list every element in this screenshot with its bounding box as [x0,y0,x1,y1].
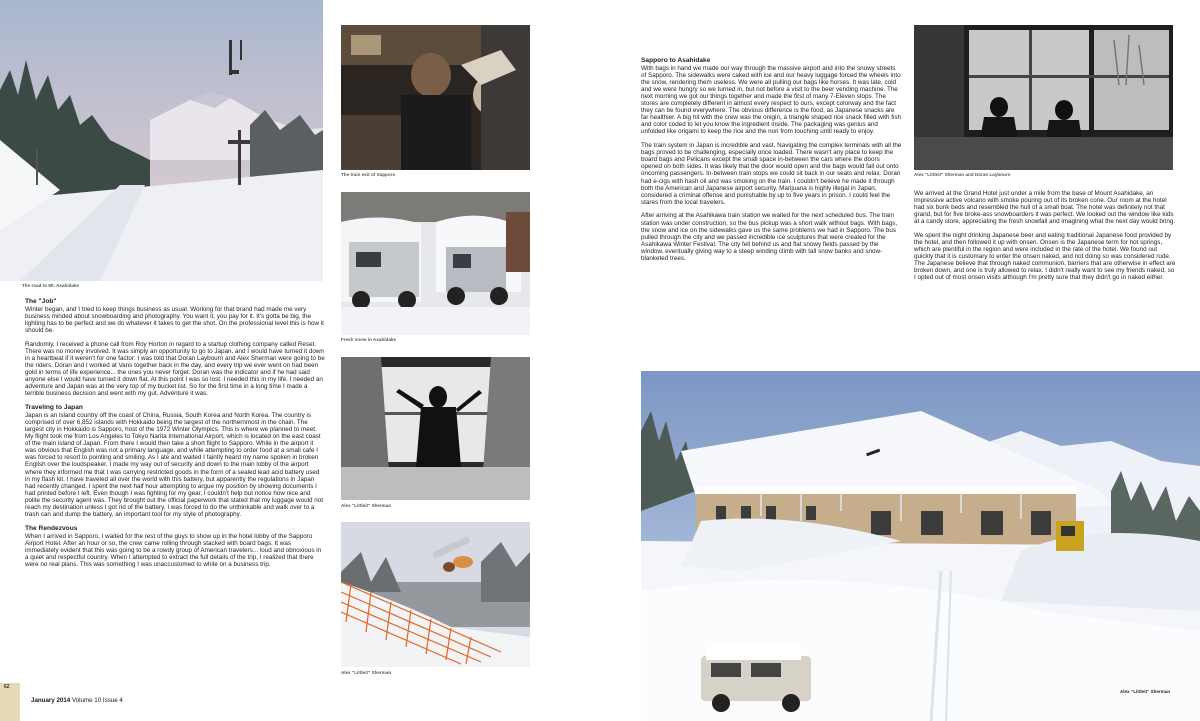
photo-onsen [914,25,1173,170]
caption-snowboard: Alex "Littleit" Sherman [341,670,392,675]
page-number: 62 [4,684,10,690]
photo-window-silhouette [341,357,530,500]
paragraph: With bags in hand we made our way through the massive airport and into the snowy streets of Sapporo. The sidewalks were caked with ice and our heavy luggage forced the wheels into the snow, rendering them useless. We were all pulling our bags like horses. It was late, cold and we were hungry so we turned in, but not before a visit to the beer vending machine. The next morning we got our things together and made the first of many 7-Eleven stops. The stores are completely different in almost every respect to ours, except colorway and the fact they can be found everywhere. The obvious difference is the food, as Japanese snacks are far healthier. A big hit with the crew was the onigiri, a triangle shaped rice snack filled with fish and color coded to let you know the ingredient inside. The packaging was genius and unfolded like origami to keep the rice and the nori from touching until ready to enjoy. [641,65,902,136]
section-heading-rendezvous: The Rendezvous [25,524,78,532]
caption-road-to-asahidake: The road to Mt. Asahidake [22,283,80,288]
paragraph: Winter began, and I tried to keep things business as usual. Working for that brand had made me very business minded about snowboarding and photography. You want it, you pay for it. It's gotta be big, the lighting has to be perfect and we do whatever it takes to get the shot. On the professional level this is how it should be. [25,306,324,335]
paragraph: Randomly, I received a phone call from Roy Horton in regard to a startup clothing company called Reset. There was no money involved. It was simply an opportunity to go to Japan, and I would have turned it down in a heartbeat if it weren't for one factor: I was told that Doran Laybourn and Alex Sherman were going to be the riders. Doran and I worked at Vans together back in the day, and every trip we ever went on had been gold in terms of life experience... the ones you never forget. Doran was the indicator and if he had said anyone else I would have turned it down flat. At this point I was so lost. I needed this in my life. I needed an adventure and Japan was at the very top of my bucket list. So for the first time in a long time I made a terrible business decision and went with my gut. Adventure it was. [25,340,325,398]
issue-folio [31,697,123,704]
caption-fresh-snow: Fresh snow in Asahidake [341,337,396,342]
page-number-tab [0,683,20,721]
photo-snowboard-jump [341,522,530,667]
paragraph: We arrived at the Grand Hotel just under a mile from the base of Mount Asahidake, an impressive active volcano with smoke pouring out of its broken cone. Our room at the hotel had six bunk beds and resembled the hull of a small boat. The hotel was definitely not that grand, but for five broke-ass snowboarders it was perfect. We looked out the window like kids at a candy store, appreciating the fresh snowfall and imagining what the next day would bring. [914,190,1176,226]
photo-road-to-asahidake [0,0,323,281]
issue-date: January 2014 [31,697,71,704]
photo-fresh-snow [341,192,530,335]
caption-onsen: Alex "Littleit" Sherman and Doran Laybourn [914,172,1011,177]
paragraph: After arriving at the Asahikawa train station we waited for the next scheduled bus. The train station was under construction, so the bus pickup was a short walk without bags. With bags, the snow and ice on the sidewalks gave us the same problems we had in Sapporo. The bus pulled through the city and we passed incredible ice sculptures that were created for the Asahikawa Winter Festival. The city fell behind us and flat snowy fields passed by the window, eventually giving way to a steep winding climb with tall snow banks and snow-blanketed trees. [641,212,898,262]
photo-hotel-snow [641,371,1200,721]
paragraph: When I arrived in Sapporo, I waited for the rest of the guys to show up in the hotel lobby of the Sapporo Airport Hotel. After an hour or so, the crew came rolling through stacked with board bags. It was immediately evident that this was going to be a rowdy group of American travelers... loud and obnoxious in a quiet and respectful country. When I attempted to extract the full details of the trip, I realized that there were no real plans. This was something I was unaccustomed to while on a business trip. [25,532,322,568]
photo-subway [341,25,530,170]
caption-hotel: Alex "Littleit" Sherman [1120,689,1171,694]
section-heading-job: The "Job" [25,298,57,305]
paragraph: The train system in Japan is incredible and vast. Navigating the complex terminals with all the bags proved to be challenging, especially once loaded. There wasn't any place to keep the board bags and Pelicans except the small space in-between the cars where the doors opened on both sides. It was likely that the door would open and the bags would fall out onto oncoming passengers. In-between train stops we could sit back in our seats and relax. Doran had e-cigs with hash oil and was smoking on the train. I couldn't believe he made it through both the American and Japanese airport security. Marijuana is highly illegal in Japan, considered a criminal offense and punishable by up to five years in prison. I could feel the stares from the local travelers. [641,142,902,206]
article-column-3 [641,57,902,269]
caption-subway: The train exit of Sapporo [341,172,396,177]
section-heading-sapporo: Sapporo to Asahidake [641,57,711,64]
article-column-1 [25,298,325,575]
paragraph: Japan is an island country off the coast of China, Russia, South Korea and North Korea. The country is comprised of over 6,852 islands with Hokkaido being the largest of the northernmost in the chain. The largest city in Hokkaido is Sapporo, host of the 1972 Winter Olympics. This is where we planned to meet. My flight took me from Los Angeles to Tokyo Narita International Airport, which is located on the east coast of the main island of Japan. From there I would then take a short flight to Sapporo. While in the airport it was obvious that English was not a primary language, and while attempting to order food at a small cafe I was forced to resort to pointing and smiling. As I ate and waited I faintly heard my name spoken in broken English over the loudspeaker. I made my way out of security and down to the main lobby of the airport where they informed me that I was carrying restricted goods in the form of a sealed lead acid battery used in my flash kit. I have traveled all over the world with this battery, but apparently the regulations in Japan had recently changed. I spent the next half hour attempting to argue my position by showing documents I had printed before I left. Even though I was fighting for my gear, I couldn't help but notice how nice and polite the security agent was. They brought out the official paperwork that stated that my luggage would not reach my destination unless I got rid of the battery. I was forced to do the unthinkable and walk over to a trash can and dump the battery, an important tool for my style of photography. [25,412,324,518]
section-heading-traveling: Traveling to Japan [25,404,83,412]
issue-volume: Volume 10 Issue 4 [71,697,123,704]
caption-window: Alex "Littleit" Sherman [341,503,392,508]
article-column-4 [914,190,1176,288]
paragraph: We spent the night drinking Japanese beer and eating traditional Japanese food provided by the hotel, and then followed it up with onsen. Onsen is the Japanese term for hot springs, which are plentiful in the region and were included in the rate of the hotel. We found out quickly that it is customary to enter the onsen naked, and not doing so was considered rude. The Japanese believe that through naked communion, barriers that are otherwise in effect are broken down, and one is truly allowed to relax. I didn't really want to see my friends naked, so I opted out of most onsen visits although I'm pretty sure that they didn't go in naked either. [914,232,1176,282]
